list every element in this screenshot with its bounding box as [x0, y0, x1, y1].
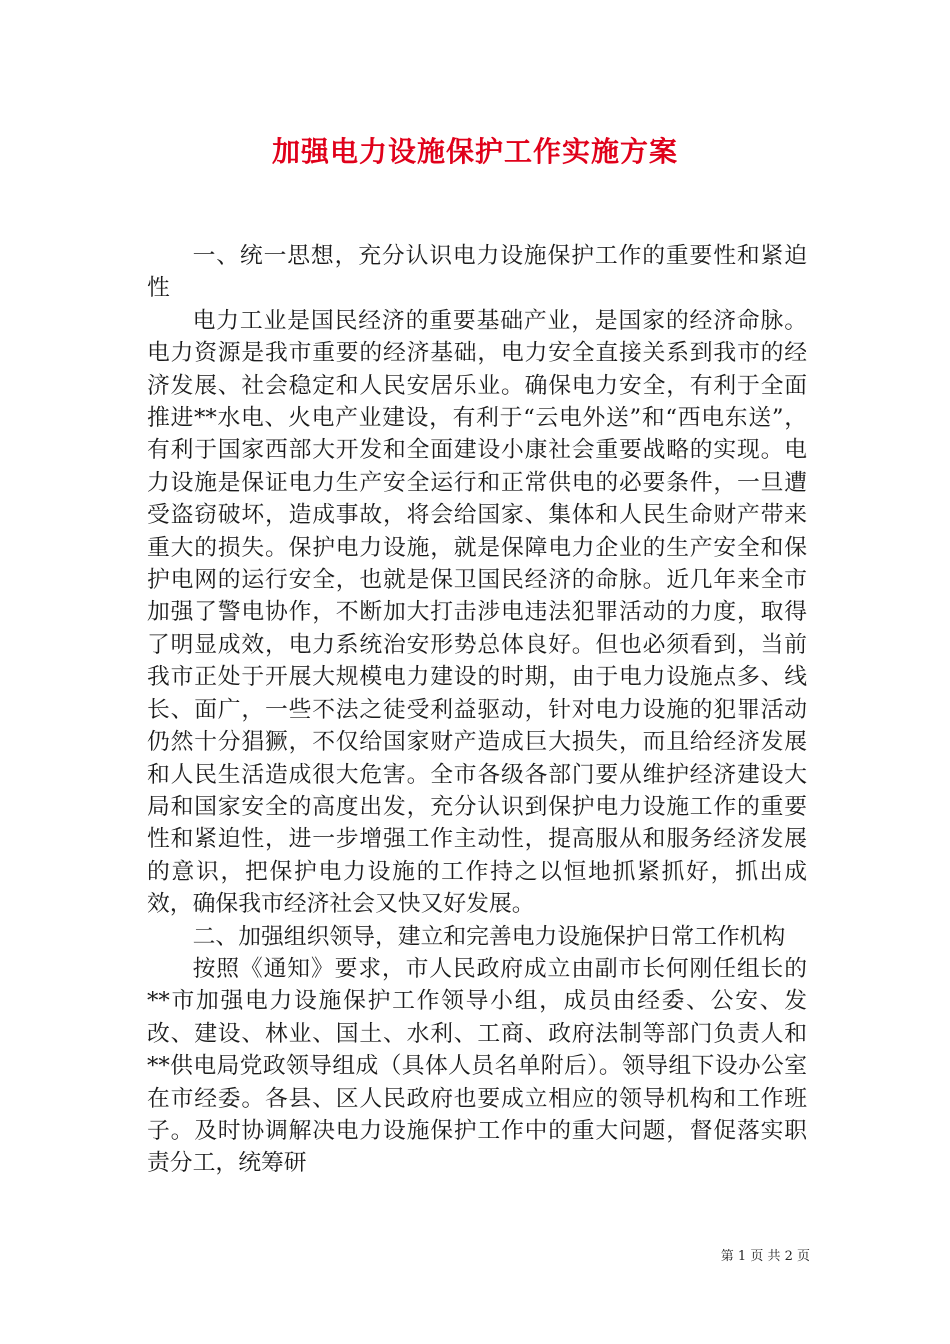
section-1-paragraph: 电力工业是国民经济的重要基础产业，是国家的经济命脉。电力资源是我市重要的经济基础，电力安全直接关系到我市的经济发展、社会稳定和人民安居乐业。确保电力安全，有利于全面推进**水电、火电产业建设，有利于“云电外送”和“西电东送”，有利于国家西部大开发和全面建设小康社会重要战略的实现。电力设施是保证电力生产安全运行和正常供电的必要条件，一旦遭受盗窃破坏，造成事故，将会给国家、集体和人民生命财产带来重大的损失。保护电力设施，就是保障电力企业的生产安全和保护电网的运行安全，也就是保卫国民经济的命脉。近几年来全市加强了警电协作，不断加大打击涉电违法犯罪活动的力度，取得了明显成效，电力系统治安形势总体良好。但也必须看到，当前我市正处于开展大规模电力建设的时期，由于电力设施点多、线长、面广，一些不法之徒受利益驱动，针对电力设施的犯罪活动仍然十分猖獗，不仅给国家财产造成巨大损失，而且给经济发展和人民生活造成很大危害。全市各级各部门要从维护经济建设大局和国家安全的高度出发，充分认识到保护电力设施工作的重要性和紧迫性，进一步增强工作主动性，提高服从和服务经济发展的意识，把保护电力设施的工作持之以恒地抓紧抓好，抓出成效，确保我市经济社会又快又好发展。 [147, 307, 807, 918]
document-body [147, 240, 807, 1180]
section-2-paragraph: 按照《通知》要求，市人民政府成立由副市长何刚任组长的**市加强电力设施保护工作领导小组，成员由经委、公安、发改、建设、林业、国土、水利、工商、政府法制等部门负责人和**供电局党政领导组成（具体人员名单附后）。领导组下设办公室在市经委。各县、区人民政府也要成立相应的领导机构和工作班子。及时协调解决电力设施保护工作中的重大问题，督促落实职责分工，统筹研 [147, 955, 807, 1177]
page-number: 第 1 页 共 2 页 [720, 1249, 810, 1264]
section-1-heading: 一、统一思想，充分认识电力设施保护工作的重要性和紧迫性 [147, 243, 807, 302]
section-2-heading: 二、加强组织领导，建立和完善电力设施保护日常工作机构 [192, 923, 786, 950]
document-title: 加强电力设施保护工作实施方案 [271, 135, 678, 168]
